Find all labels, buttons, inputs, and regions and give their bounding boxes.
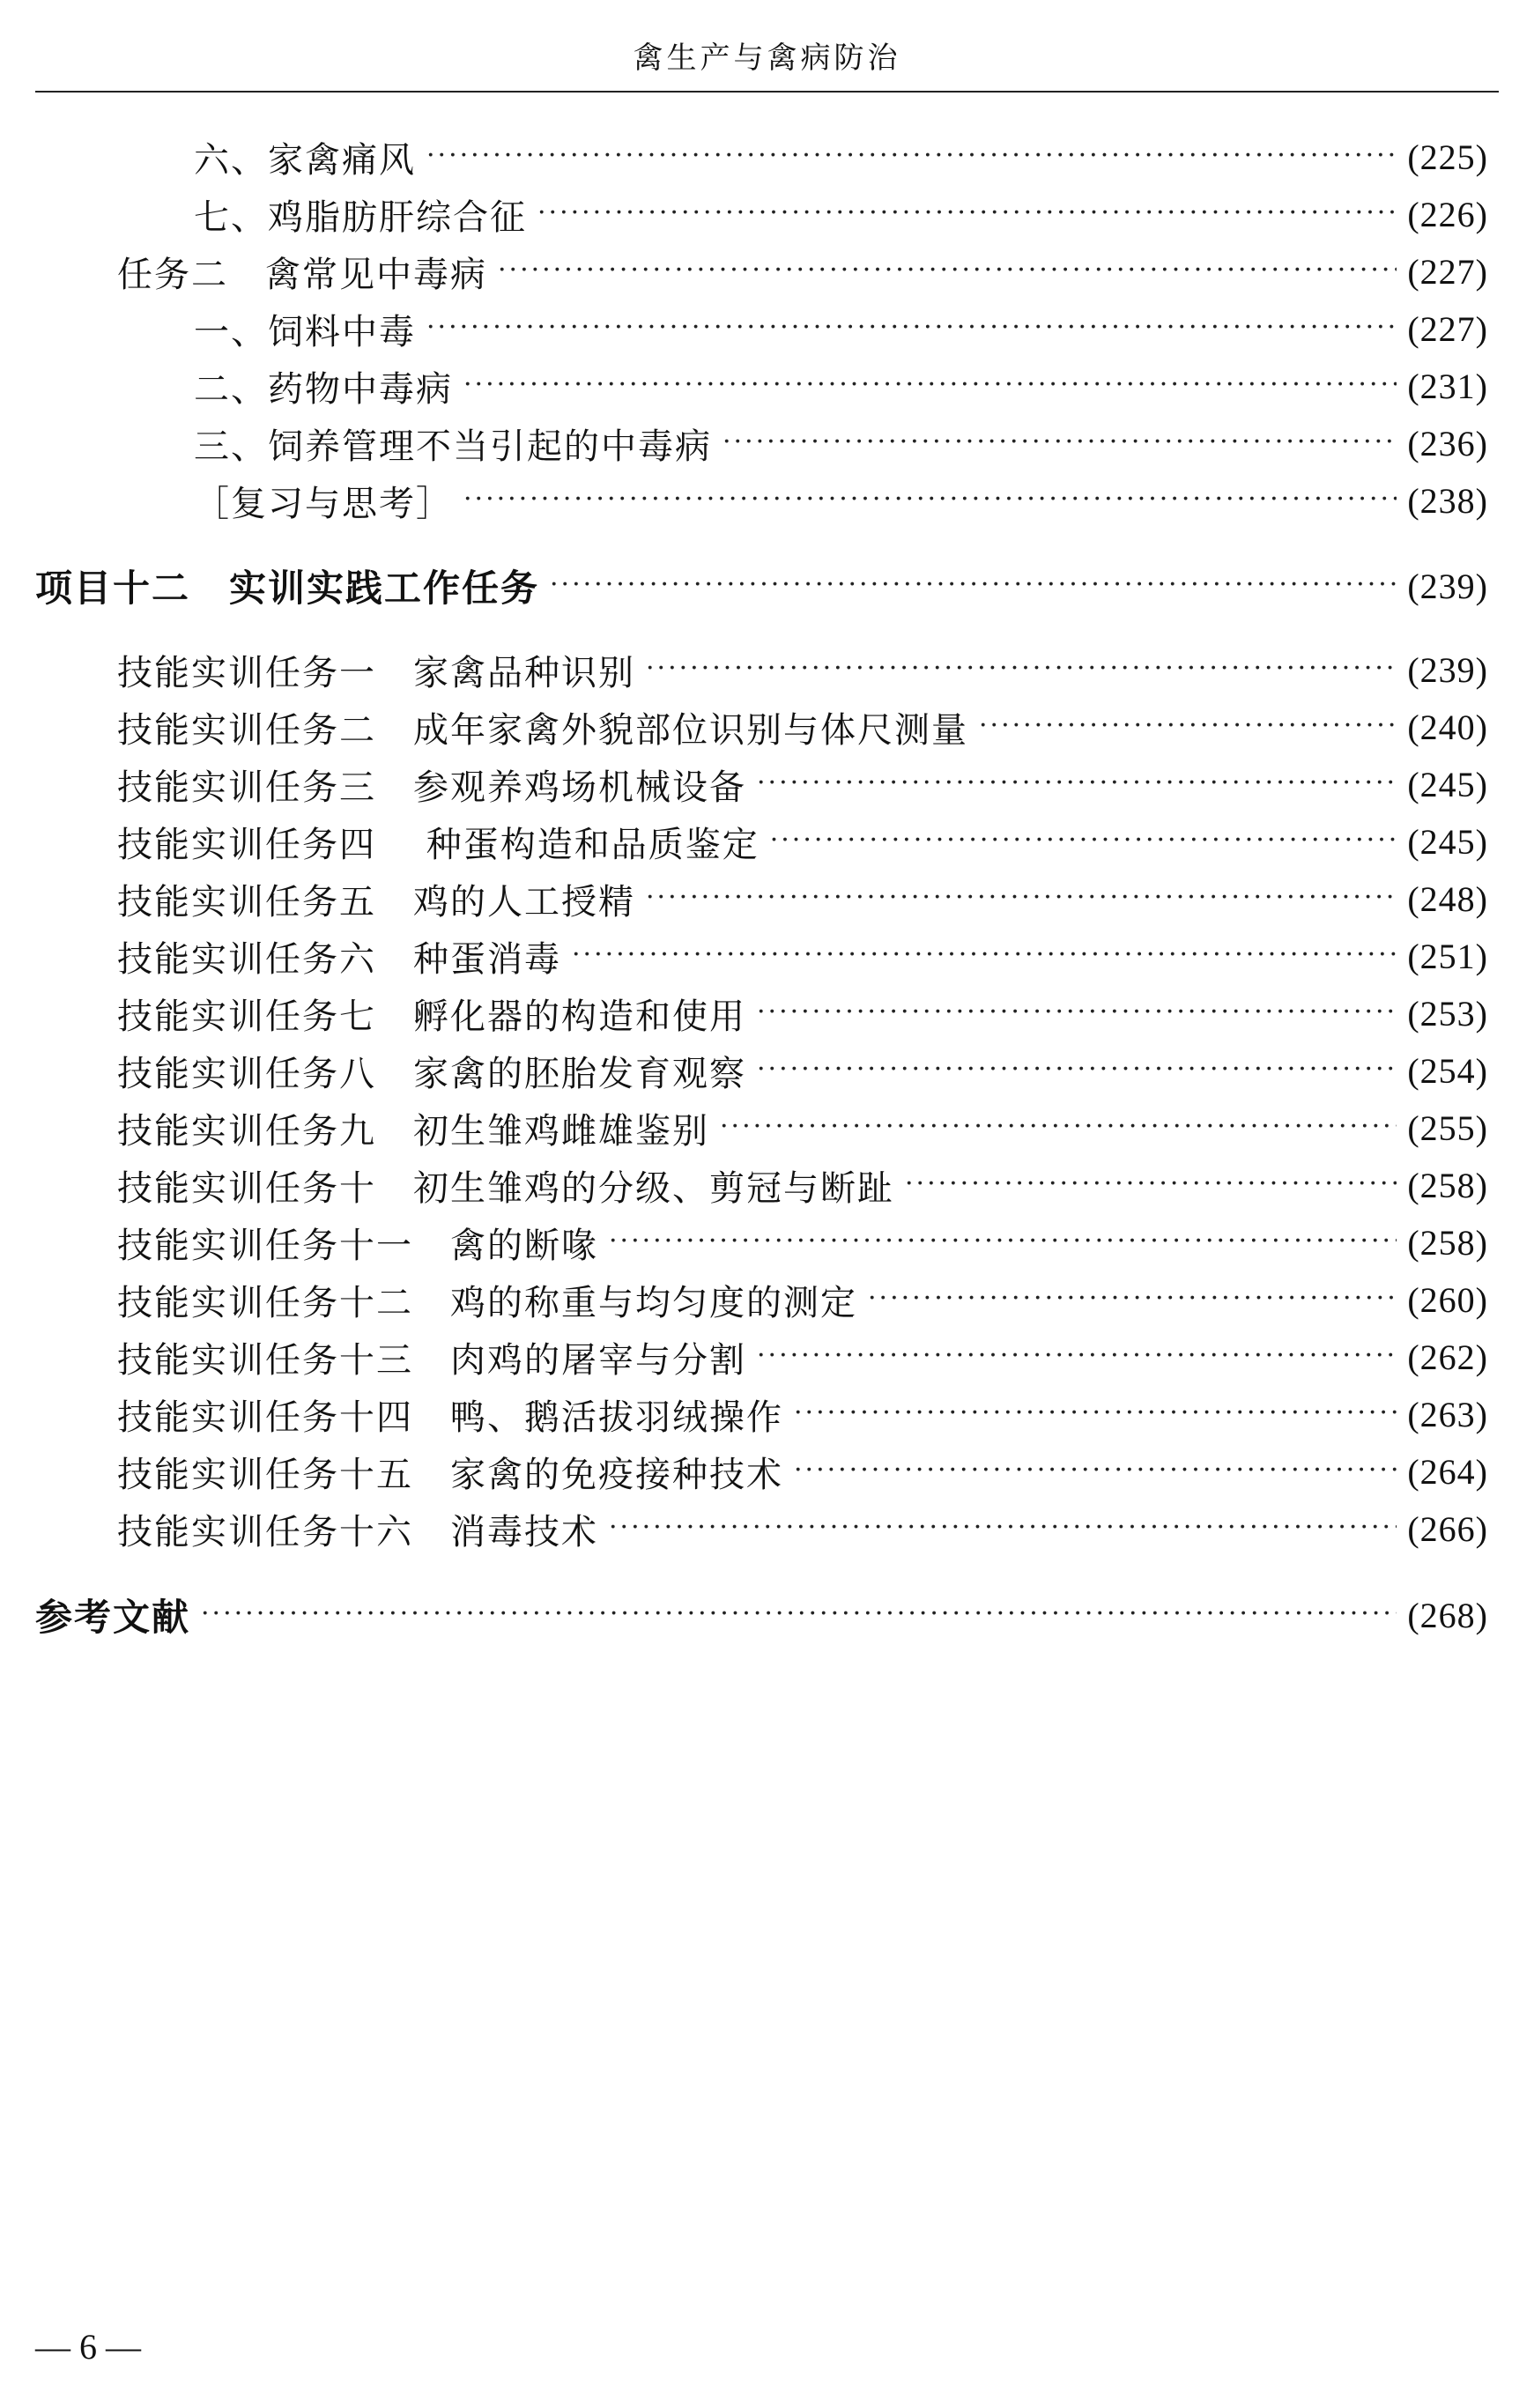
toc-entry-page: (227) xyxy=(1407,251,1488,292)
toc-entry-title: 参考文献 xyxy=(35,1596,191,1639)
toc-entry-page: (227) xyxy=(1407,308,1488,349)
toc-entry-title: 技能实训任务二 成年家禽外貌部位识别与体尺测量 xyxy=(117,709,968,751)
dot-leader xyxy=(757,1335,1397,1379)
toc-entry-title: 六、家禽痛风 xyxy=(194,139,416,181)
toc-entry-title: 技能实训任务五 鸡的人工授精 xyxy=(117,881,635,922)
toc-entry xyxy=(117,1220,1488,1264)
toc-entry xyxy=(117,762,1488,806)
toc-entry-title: 技能实训任务九 初生雏鸡雌雄鉴别 xyxy=(117,1110,709,1152)
toc-entry xyxy=(117,819,1488,863)
toc-entry-page: (258) xyxy=(1407,1222,1488,1263)
toc-entry xyxy=(117,1048,1488,1093)
dot-leader xyxy=(550,564,1397,608)
toc-entry-page: (258) xyxy=(1407,1165,1488,1205)
toc-entry xyxy=(117,1335,1488,1379)
toc-entry-title: 七、鸡脂肪肝综合征 xyxy=(194,196,527,238)
dot-leader xyxy=(463,478,1397,522)
dot-leader xyxy=(979,705,1397,749)
toc-entry xyxy=(35,1593,1488,1637)
toc-entry xyxy=(117,1392,1488,1436)
toc-entry-page: (268) xyxy=(1407,1595,1488,1635)
toc-entry-page: (226) xyxy=(1407,194,1488,234)
toc-entry-page: (253) xyxy=(1407,993,1488,1034)
toc-entry-page: (231) xyxy=(1407,366,1488,406)
toc-entry xyxy=(35,564,1488,608)
dot-leader xyxy=(609,1507,1397,1551)
toc-entry-page: (225) xyxy=(1407,137,1488,177)
toc-entry xyxy=(194,364,1488,408)
toc-entry xyxy=(117,249,1488,293)
toc-entry-page: (260) xyxy=(1407,1279,1488,1320)
toc-entry xyxy=(117,991,1488,1035)
toc-entry-title: 技能实训任务三 参观养鸡场机械设备 xyxy=(117,767,746,808)
toc-entry xyxy=(117,1163,1488,1207)
dot-leader xyxy=(723,421,1397,465)
toc-entry-title: 技能实训任务六 种蛋消毒 xyxy=(117,938,561,980)
toc-entry-title: ［复习与思考］ xyxy=(194,483,453,524)
toc-entry-title: 技能实训任务十三 肉鸡的屠宰与分割 xyxy=(117,1339,746,1381)
toc-entry-page: (255) xyxy=(1407,1108,1488,1148)
toc-entry-title: 项目十二 实训实践工作任务 xyxy=(35,567,540,610)
dot-leader xyxy=(720,1106,1397,1150)
dot-leader xyxy=(426,307,1397,351)
toc-entry-page: (239) xyxy=(1407,566,1488,606)
toc-entry-title: 三、饲养管理不当引起的中毒病 xyxy=(194,426,712,467)
toc-entry xyxy=(117,1106,1488,1150)
dot-leader xyxy=(609,1220,1397,1264)
toc-entry-page: (251) xyxy=(1407,936,1488,976)
dot-leader xyxy=(905,1163,1397,1207)
toc-entry-title: 技能实训任务十六 消毒技术 xyxy=(117,1511,598,1552)
toc-entry-title: 技能实训任务七 孵化器的构造和使用 xyxy=(117,996,746,1037)
toc-entry xyxy=(117,648,1488,692)
toc-entry-page: (262) xyxy=(1407,1337,1488,1377)
toc-entry xyxy=(194,192,1488,236)
toc-entry-title: 技能实训任务八 家禽的胚胎发育观察 xyxy=(117,1053,746,1094)
toc-entry-page: (240) xyxy=(1407,707,1488,747)
toc-entry-title: 一、饲料中毒 xyxy=(194,311,416,352)
toc-entry-page: (263) xyxy=(1407,1394,1488,1434)
dot-leader xyxy=(201,1593,1397,1637)
toc-entry-title: 技能实训任务四 种蛋构造和品质鉴定 xyxy=(117,824,760,865)
dot-leader xyxy=(868,1278,1397,1322)
toc-entry xyxy=(117,934,1488,978)
toc-entry xyxy=(117,1278,1488,1322)
toc-entry xyxy=(117,705,1488,749)
toc-entry-page: (264) xyxy=(1407,1451,1488,1492)
toc-entry-page: (238) xyxy=(1407,480,1488,521)
toc-entry xyxy=(194,135,1488,179)
dot-leader xyxy=(572,934,1397,978)
dot-leader xyxy=(426,135,1397,179)
dot-leader xyxy=(498,249,1397,293)
toc-entry-page: (236) xyxy=(1407,423,1488,463)
toc-entry-title: 技能实训任务十二 鸡的称重与均匀度的测定 xyxy=(117,1282,857,1323)
toc-entry-page: (254) xyxy=(1407,1050,1488,1091)
dot-leader xyxy=(770,819,1397,863)
toc-entry xyxy=(194,421,1488,465)
toc-entry-page: (239) xyxy=(1407,649,1488,690)
dot-leader xyxy=(646,648,1397,692)
toc-entry-page: (245) xyxy=(1407,821,1488,862)
toc-entry-title: 技能实训任务十一 禽的断喙 xyxy=(117,1225,598,1266)
page-number: — 6 — xyxy=(35,2327,141,2367)
book-title: 禽生产与禽病防治 xyxy=(633,41,901,76)
dot-leader xyxy=(757,1048,1397,1093)
toc-entry-page: (248) xyxy=(1407,878,1488,919)
dot-leader xyxy=(794,1392,1397,1436)
toc-entry-title: 技能实训任务十四 鸭、鹅活拔羽绒操作 xyxy=(117,1397,783,1438)
toc-entry-title: 技能实训任务一 家禽品种识别 xyxy=(117,652,635,693)
toc-entry-title: 任务二 禽常见中毒病 xyxy=(117,254,487,295)
toc-entry xyxy=(117,1449,1488,1493)
dot-leader xyxy=(757,762,1397,806)
toc-entry xyxy=(194,307,1488,351)
toc-entry-title: 技能实训任务十五 家禽的免疫接种技术 xyxy=(117,1454,783,1495)
toc-entry-title: 二、药物中毒病 xyxy=(194,368,453,410)
toc-entry-page: (266) xyxy=(1407,1508,1488,1549)
dot-leader xyxy=(646,877,1397,921)
dot-leader xyxy=(757,991,1397,1035)
toc-entry-page: (245) xyxy=(1407,764,1488,804)
dot-leader xyxy=(537,192,1397,236)
dot-leader xyxy=(463,364,1397,408)
toc-entry xyxy=(117,1507,1488,1551)
toc-entry xyxy=(194,478,1488,522)
toc-entry xyxy=(117,877,1488,921)
dot-leader xyxy=(794,1449,1397,1493)
toc-entry-title: 技能实训任务十 初生雏鸡的分级、剪冠与断趾 xyxy=(117,1167,894,1209)
